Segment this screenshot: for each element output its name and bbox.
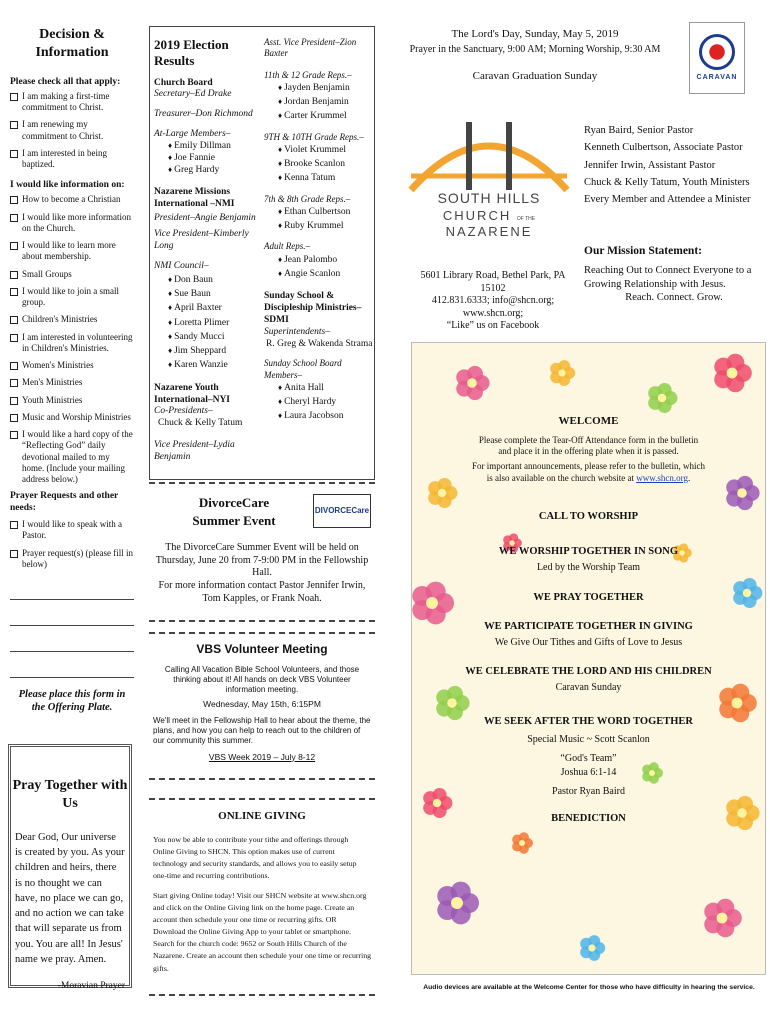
checkbox[interactable] [10, 316, 18, 324]
list-item: ♦ Ruby Krummel [278, 219, 374, 233]
list-item: ♦ Emily Dillman [168, 141, 264, 153]
pray-source: -Moravian Prayer [57, 980, 125, 991]
checkbox-row[interactable] [10, 377, 134, 388]
vbs-line1: Calling All Vacation Bible School Volunteers, and those thinking about it! All hands on deck VBS Volunteer information meeting. [164, 665, 360, 694]
church-address [410, 270, 576, 333]
supt: Superintendents– [264, 326, 330, 337]
checkbox-row[interactable] [10, 548, 134, 571]
checkbox-row[interactable] [10, 91, 134, 114]
flower-icon [704, 899, 742, 938]
checkbox-row[interactable] [10, 429, 134, 485]
divorcecare-title: DivorceCare Summer Event [192, 495, 276, 529]
flower-icon [648, 383, 677, 413]
list-item: ♦ Don Baun [168, 273, 264, 287]
give-heading: WE PARTICIPATE TOGETHER IN GIVING [484, 620, 693, 632]
welcome-title: WELCOME [558, 415, 619, 427]
staff-member: Every Member and Attendee a Minister [584, 194, 751, 206]
vbs-date: Wednesday, May 15th, 6:15PM [203, 699, 321, 709]
list-item: ♦ Ethan Culbertson [278, 205, 374, 219]
checkbox-row[interactable] [10, 269, 134, 280]
checkbox[interactable] [10, 271, 18, 279]
staff-member: Chuck & Kelly Tatum, Youth Ministers [584, 176, 750, 188]
flower-icon [550, 360, 575, 386]
word-sub3: Joshua 6:1-14 [560, 767, 617, 778]
checkbox-label: I would like a hard copy of the “Reflecting God” daily devotional mailed to my home. (Include your mailing address below.) [22, 429, 133, 484]
checkbox[interactable] [10, 214, 18, 222]
list-item: ♦ Jordan Benjamin [278, 95, 374, 109]
checkbox-row[interactable] [10, 332, 134, 355]
divorcecare-section [149, 482, 375, 622]
flower-icon [437, 882, 479, 925]
giving-p2: Start giving Online today! Visit our SHCN website at www.shcn.org and click on the Online Giving link on the home page. Create an account then schedule your one time or recurring gifts. OR Download the Online Giving App to your tablet or smartphone. Search for the church code: 9652 or South Hills Church of the Nazarene. Create an account then schedule your one time or recurring gifts. [153, 891, 371, 973]
church-name-of-the: OF THE [516, 215, 536, 222]
checkbox-label: I am renewing my commitment to Christ. [22, 119, 104, 141]
worship-panel [411, 342, 766, 975]
checkbox[interactable] [10, 414, 18, 422]
vbs-title: VBS Volunteer Meeting [196, 642, 328, 656]
giving-p1: You now be able to contribute your tithe and offerings through Online Giving to SHCN. This option makes use of current technology and security standards, and allows you to easily setup one-time and recurring contributions. [153, 834, 357, 880]
checkbox[interactable] [10, 397, 18, 405]
checkbox-label: I would like to join a small group. [22, 285, 119, 307]
pray-panel [8, 744, 132, 991]
list-item: ♦ Karen Wanzie [168, 358, 264, 372]
checkbox[interactable] [10, 150, 18, 158]
decision-column [10, 26, 134, 714]
church-name-line3: NAZARENE [445, 223, 533, 239]
word-sub1: Special Music ~ Scott Scanlon [527, 734, 650, 745]
footer-note: Audio devices are available at the Welcome Center for those who have difficulty in hearing the service. [423, 984, 755, 991]
checkbox-row[interactable] [10, 314, 134, 325]
checkbox-label: Prayer request(s) (please fill in below) [22, 547, 133, 569]
checkbox-label: I would like more information on the Church. [22, 211, 131, 233]
list-item: ♦ Jean Palombo [278, 253, 374, 267]
checkbox-row[interactable] [10, 240, 134, 263]
giving-section [149, 798, 375, 996]
checkbox[interactable] [10, 242, 18, 250]
flower-icon [714, 354, 752, 393]
word-sub2: “God's Team” [560, 752, 617, 764]
welcome-text2: For important announcements, please refer to the bulletin, which is also available on the church website at www.shcn.org. [472, 461, 705, 483]
checkbox-label: I am making a first-time commitment to Christ. [22, 90, 110, 113]
pray-text: Dear God, Our universe is created by you. As your children and heirs, there is no thought we can have, no place we can go, and no action we can take that will separate us from you. You are all! In Jesus' name we pray. Amen. [15, 832, 125, 965]
giving-title: ONLINE GIVING [218, 810, 306, 822]
checkbox-row[interactable] [10, 212, 134, 235]
caravan-emblem-icon [699, 34, 735, 70]
checkbox-row[interactable] [10, 395, 134, 406]
website-link[interactable]: www.shcn.org [636, 472, 688, 483]
check-heading: Please check all that apply: [10, 77, 121, 87]
checkbox[interactable] [10, 379, 18, 387]
nmi-council: NMI Council– [154, 261, 209, 271]
grade9: 9TH & 10TH Grade Reps.– [264, 131, 364, 142]
church-logo [406, 112, 572, 242]
call-to-worship: CALL TO WORSHIP [538, 510, 639, 522]
staff-member: Kenneth Culbertson, Associate Pastor [584, 142, 743, 154]
list-item: ♦ Angie Scanlon [278, 267, 374, 281]
info-heading: I would like information on: [10, 180, 125, 191]
flower-icon [456, 366, 489, 400]
caravan-logo [689, 22, 745, 94]
pray-title: Pray Together with Us [12, 778, 128, 811]
vbs-line2: We'll meet in the Fellowship Hall to hear about the theme, the plans, and how you can help to reach out to the children of our community this summer. [153, 715, 371, 745]
checkbox[interactable] [10, 431, 18, 439]
list-item: ♦ Greg Hardy [168, 165, 264, 177]
celebrate-heading: WE CELEBRATE THE LORD AND HIS CHILDREN [465, 666, 712, 678]
prayer-lines[interactable] [10, 578, 134, 678]
nyi-vp: Vice President–Lydia Benjamin [154, 440, 235, 462]
list-item: ♦ Laura Jacobson [278, 409, 374, 423]
list-item: ♦ Violet Krummel [278, 143, 374, 157]
checkbox-label: How to become a Christian [22, 194, 121, 205]
checkbox-label: I would like to speak with a Pastor. [22, 519, 122, 541]
checkbox-label: Men's Ministries [22, 377, 83, 388]
nyi-copres: Co-Presidents– [154, 406, 213, 417]
supt-names: R. Greg & Wakenda Strama [266, 338, 373, 349]
decision-title: Decision & Information [35, 27, 109, 60]
checkbox[interactable] [10, 362, 18, 370]
welcome-text1: Please complete the Tear-Off Attendance form in the bulletin and place it in the offering plate when it is passed. [478, 434, 699, 456]
list-item: ♦ Carter Krummel [278, 109, 374, 123]
checkbox-row[interactable] [10, 119, 134, 142]
list-item: ♦ Brooke Scanlon [278, 157, 374, 171]
staff-member: Jennifer Irwin, Assistant Pastor [584, 159, 716, 171]
checkbox[interactable] [10, 334, 18, 342]
election-title: 2019 Election Results [154, 37, 229, 69]
sdmi: Sunday School & Discipleship Ministries–SDMI [264, 291, 362, 325]
welcome-text2-body: For important announcements, please refer to the bulletin, which is also available on the church website at [472, 461, 705, 483]
checkbox[interactable] [10, 121, 18, 129]
ssb: Sunday School Board Members– [264, 358, 342, 380]
checkbox-row[interactable] [10, 286, 134, 309]
checkbox-label: Children's Ministries [22, 314, 98, 325]
give-sub: We Give Our Tithes and Gifts of Love to Jesus [494, 636, 683, 648]
word-heading: WE SEEK AFTER THE WORD TOGETHER [484, 715, 693, 727]
divorcecare-logo-text: DIVORCECare [314, 506, 370, 515]
grade7: 7th & 8th Grade Reps.– [264, 193, 351, 204]
at-large: At-Large Members– [154, 129, 231, 140]
church-name-line1: SOUTH HILLS [437, 190, 541, 206]
checkbox-label: Music and Worship Ministries [22, 411, 131, 422]
vbs-section [149, 632, 375, 780]
grade11: 11th & 12 Grade Reps.– [264, 69, 352, 80]
bridge-arch-icon [406, 112, 572, 192]
mission [584, 244, 764, 304]
checkbox-label: I am interested in volunteering in Children's Ministries. [22, 331, 133, 353]
list-item: ♦ Joe Fannie [168, 153, 264, 165]
flower-icon [512, 832, 533, 853]
checkbox-row[interactable] [10, 519, 134, 542]
vbs-week: VBS Week 2019 – July 8-12 [208, 751, 316, 762]
list-item: ♦ Sandy Mucci [168, 330, 264, 344]
list-item: ♦ Jim Sheppard [168, 344, 264, 358]
checkbox[interactable] [10, 93, 18, 101]
mission-heading: Our Mission Statement: [584, 245, 702, 257]
checkbox[interactable] [10, 550, 18, 558]
flower-icon [580, 935, 605, 961]
list-item: ♦ April Baxter [168, 301, 264, 315]
checkbox-label: I am interested in being baptized. [22, 147, 107, 170]
list-item: ♦ Kenna Tatum [278, 171, 374, 185]
checkbox[interactable] [10, 521, 18, 529]
date-line: The Lord's Day, Sunday, May 5, 2019 [451, 28, 619, 40]
word-sub4: Pastor Ryan Baird [552, 785, 625, 797]
song-sub: Led by the Worship Team [536, 562, 641, 573]
divorcecare-text1: The DivorceCare Summer Event will be held on Thursday, June 20 from 7-9:00 PM in the Fellowship Hall. [155, 542, 369, 578]
election-panel [149, 26, 375, 480]
checkbox-label: Youth Ministries [22, 394, 83, 405]
nyi-copres-names: Chuck & Kelly Tatum [158, 418, 243, 429]
theme: Caravan Graduation Sunday [472, 70, 598, 83]
song-heading: WE WORSHIP TOGETHER IN SONG [498, 545, 679, 557]
asst-vp: Asst. Vice President–Zion Baxter [264, 37, 357, 59]
nmi-vp: Vice President–Kimberly Long [154, 229, 249, 252]
staff-member: Ryan Baird, Senior Pastor [584, 125, 694, 136]
secretary: Secretary–Ed Drake [154, 89, 232, 100]
benediction: BENEDICTION [551, 813, 626, 824]
mission-line1: Reaching Out to Connect Everyone to a Growing Relationship with Jesus. [584, 265, 752, 290]
caravan-logo-text: CARAVAN [696, 73, 738, 81]
checkbox-row[interactable] [10, 148, 134, 171]
facebook: “Like” us on Facebook [446, 320, 540, 331]
checkbox[interactable] [10, 196, 18, 204]
list-item: ♦ Sue Baun [168, 287, 264, 301]
list-item: ♦ Loretta Plimer [168, 316, 264, 330]
pray-heading: WE PRAY TOGETHER [533, 591, 644, 603]
nmi-president: President–Angie Benjamin [154, 213, 256, 224]
church-name-line2: CHURCH [442, 207, 512, 223]
header [390, 28, 680, 84]
divorcecare-logo [313, 494, 371, 528]
church-board: Church Board [154, 77, 213, 88]
contact: 412.831.6333; info@shcn.org; www.shcn.org; [431, 295, 555, 319]
checkbox-row[interactable] [10, 360, 134, 371]
checkbox-label: Women's Ministries [22, 360, 94, 370]
staff-list [584, 122, 764, 209]
divorcecare-text2: For more information contact Pastor Jennifer Irwin, Tom Kapples, or Frank Noah. [158, 580, 366, 604]
celebrate-sub: Caravan Sunday [555, 682, 622, 694]
adult: Adult Reps.– [264, 241, 310, 252]
nyi: Nazarene Youth International–NYI [154, 382, 231, 405]
checkbox-label: I would like to learn more about membership. [22, 240, 116, 262]
prayer-heading: Prayer Requests and other needs: [10, 491, 119, 514]
list-item: ♦ Cheryl Hardy [278, 395, 374, 409]
form-note: Please place this form in the Offering Plate. [18, 689, 126, 714]
nmi: Nazarene Missions International –NMI [154, 186, 235, 209]
checkbox-row[interactable] [10, 412, 134, 423]
checkbox-label: Small Groups [22, 268, 72, 279]
mission-line2: Reach. Connect. Grow. [625, 291, 723, 303]
checkbox[interactable] [10, 288, 18, 296]
times: Prayer in the Sanctuary, 9:00 AM; Morning Worship, 9:30 AM [409, 43, 661, 55]
address: 5601 Library Road, Bethel Park, PA 15102 [420, 270, 566, 294]
treasurer: Treasurer–Don Richmond [154, 109, 253, 120]
list-item: ♦ Jayden Benjamin [278, 81, 374, 95]
checkbox-row[interactable] [10, 194, 134, 205]
list-item: ♦ Anita Hall [278, 381, 374, 395]
